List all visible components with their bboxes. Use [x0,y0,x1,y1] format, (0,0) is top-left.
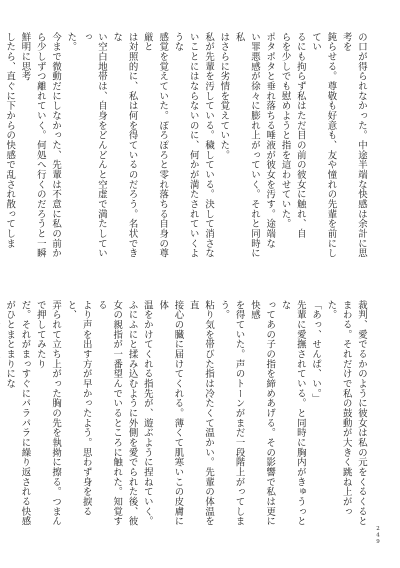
body-text-lower: 裁判、愛でるかのように彼女は私の元をくるくると まわる。それだけで私の鼓動が大きく跳ね上がった。 「あっ、せんぱ、い。」 先輩に愛撫されている。と同時に胸内がきゅうっとな ってあの子の指を締めあげる。その影響で私は更に快感 を得ていた。声のトーンがまだ一段階上がってしまう。 粘り気を帯びた指は冷たくて温かい。先輩の体温を直 接心の臓に届けてくれる。薄くて肌寒いこの皮膚に体 温をかけてくれる指先が、遊ぶように捏ねていく。 ふにふにと揉み込むように外側を愛でられた後、彼 女の親指が一番望んでいるところに触れた。知覚する より声を出す方が早かったよう。思わず身を捩ると、 弄られて立ち上がった胸の先を執拗に擦る。つまんで押してみたり だ。それがまっすぐにパラパラに繰り返される快感がひとまとまりにな [4,300,367,527]
body-text-upper: の口が得られなかった。中途半端な快感は余計に思考を 鈍らせる。尊敬も好意も、友や憧れの先輩を前にしてい るにも拘らず私はただ目の前の彼女に触れ、自 らを少しでも慰めようと指を這わせていた。 ポタポタと垂れ落ちる唾液が彼女を汚す。途端な い罪悪感が徐々に膨れ上がっていく。それと同時に私 はさらに劣情を覚えていた。 私が先輩を汚している。穢している。決して消さな いことにはならないのに、何かが満たされていくような 感覚を覚えていた。ぽろぽろと零れ落ちる自身の尊厳と は対照的に、私は何を得ているのだろう。名状できな い空白地帯は、自身をどんどんと空虚で満たしていっ た。 今まで微動だにしなかった、先輩は不意に私の前か ら少しずつ離れていく。何処へ行くのだろうと一瞬鮮明に思考 したら、直ぐに下からの快感で乱され散ってしま [4,32,367,259]
page-number: 249 [375,526,381,546]
